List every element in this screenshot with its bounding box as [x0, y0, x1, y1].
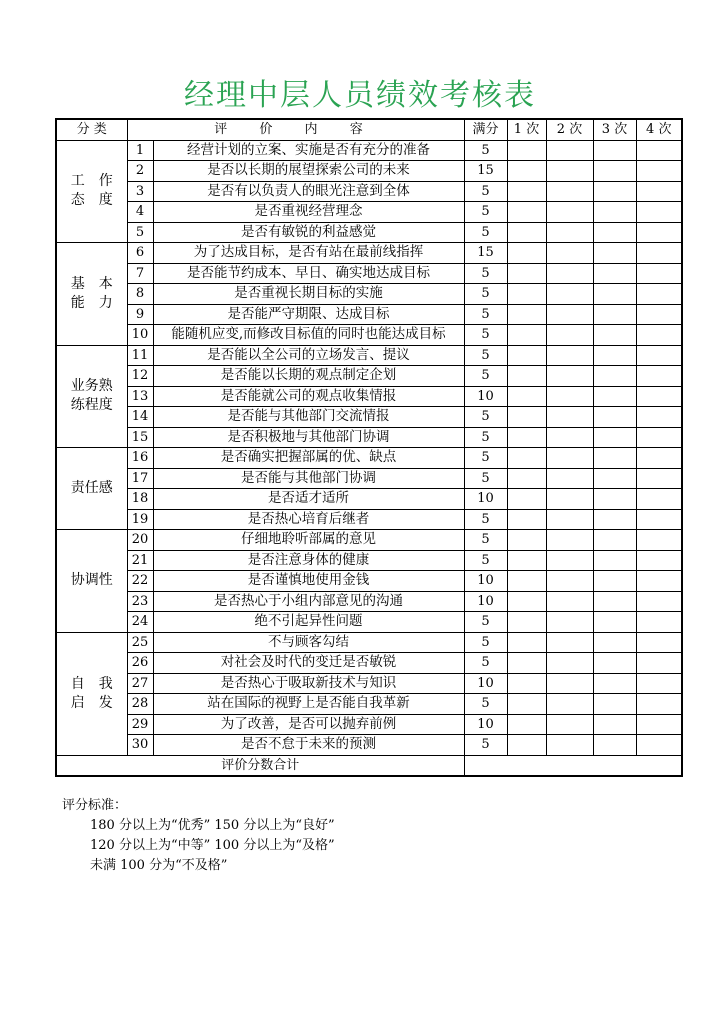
category-label-line: 协调性	[70, 572, 113, 589]
score-cell-round-4[interactable]	[636, 591, 682, 612]
score-cell-round-3[interactable]	[593, 448, 636, 469]
criterion-text: 是否热心于吸取新技术与知识	[153, 673, 464, 694]
item-number: 7	[127, 263, 153, 284]
full-score: 5	[464, 550, 507, 571]
score-cell-round-2[interactable]	[546, 181, 593, 202]
score-cell-round-4[interactable]	[636, 345, 682, 366]
table-row	[56, 222, 682, 243]
full-score: 5	[464, 325, 507, 346]
total-value-cell[interactable]	[464, 755, 682, 776]
score-cell-round-4[interactable]	[636, 263, 682, 284]
item-number: 27	[127, 673, 153, 694]
full-score: 5	[464, 407, 507, 428]
item-number: 21	[127, 550, 153, 571]
score-cell-round-2[interactable]	[546, 714, 593, 735]
score-cell-round-1[interactable]	[507, 550, 546, 571]
item-number: 19	[127, 509, 153, 530]
score-cell-round-3[interactable]	[593, 140, 636, 161]
criterion-text: 是否谨慎地使用金钱	[153, 571, 464, 592]
table-row	[56, 448, 682, 469]
item-number: 17	[127, 468, 153, 489]
score-cell-round-2[interactable]	[546, 653, 593, 674]
table-row	[56, 735, 682, 756]
header-full-score: 满分	[464, 119, 507, 140]
score-cell-round-2[interactable]	[546, 694, 593, 715]
score-cell-round-3[interactable]	[593, 653, 636, 674]
score-cell-round-1[interactable]	[507, 694, 546, 715]
header-category: 分 类	[56, 119, 127, 140]
criterion-text: 是否能严守期限、达成目标	[153, 304, 464, 325]
table-row	[56, 673, 682, 694]
score-cell-round-3[interactable]	[593, 714, 636, 735]
score-cell-round-4[interactable]	[636, 407, 682, 428]
item-number: 14	[127, 407, 153, 428]
category-label-line: 责任感	[70, 480, 113, 496]
table-row	[56, 509, 682, 530]
header-round-3: 3 次	[593, 119, 636, 140]
score-cell-round-1[interactable]	[507, 304, 546, 325]
category-label-line: 启 发	[70, 694, 113, 711]
score-cell-round-3[interactable]	[593, 263, 636, 284]
full-score: 15	[464, 243, 507, 264]
criterion-text: 为了达成目标，是否有站在最前线指挥	[153, 243, 464, 264]
score-cell-round-3[interactable]	[593, 530, 636, 551]
score-cell-round-2[interactable]	[546, 612, 593, 633]
criterion-text: 是否重视长期目标的实施	[153, 284, 464, 305]
item-number: 28	[127, 694, 153, 715]
item-number: 1	[127, 140, 153, 161]
score-cell-round-2[interactable]	[546, 345, 593, 366]
score-cell-round-2[interactable]	[546, 222, 593, 243]
criterion-text: 为了改善，是否可以抛弃前例	[153, 714, 464, 735]
score-cell-round-3[interactable]	[593, 427, 636, 448]
score-cell-round-2[interactable]	[546, 530, 593, 551]
table-row	[56, 325, 682, 346]
score-cell-round-3[interactable]	[593, 386, 636, 407]
score-cell-round-4[interactable]	[636, 509, 682, 530]
full-score: 5	[464, 509, 507, 530]
score-cell-round-1[interactable]	[507, 366, 546, 387]
criterion-text: 是否能以全公司的立场发言、提议	[153, 345, 464, 366]
score-cell-round-2[interactable]	[546, 386, 593, 407]
criterion-text: 站在国际的视野上是否能自我革新	[153, 694, 464, 715]
item-number: 29	[127, 714, 153, 735]
score-cell-round-3[interactable]	[593, 591, 636, 612]
score-cell-round-1[interactable]	[507, 653, 546, 674]
item-number: 16	[127, 448, 153, 469]
table-row	[56, 427, 682, 448]
full-score: 5	[464, 632, 507, 653]
score-cell-round-3[interactable]	[593, 509, 636, 530]
full-score: 5	[464, 304, 507, 325]
score-cell-round-2[interactable]	[546, 735, 593, 756]
criterion-text: 仔细地聆听部属的意见	[153, 530, 464, 551]
table-row	[56, 140, 682, 161]
score-cell-round-1[interactable]	[507, 591, 546, 612]
full-score: 10	[464, 714, 507, 735]
score-cell-round-1[interactable]	[507, 161, 546, 182]
score-cell-round-3[interactable]	[593, 673, 636, 694]
score-cell-round-2[interactable]	[546, 263, 593, 284]
category-label-line: 业务熟	[70, 378, 113, 395]
item-number: 3	[127, 181, 153, 202]
item-number: 30	[127, 735, 153, 756]
category-label	[56, 448, 127, 530]
score-cell-round-1[interactable]	[507, 427, 546, 448]
full-score: 5	[464, 468, 507, 489]
category-label-line: 练程度	[70, 397, 113, 414]
score-cell-round-1[interactable]	[507, 571, 546, 592]
category-label	[56, 140, 127, 243]
score-cell-round-1[interactable]	[507, 448, 546, 469]
table-row	[56, 284, 682, 305]
score-cell-round-1[interactable]	[507, 263, 546, 284]
score-cell-round-3[interactable]	[593, 550, 636, 571]
score-cell-round-2[interactable]	[546, 448, 593, 469]
score-cell-round-3[interactable]	[593, 243, 636, 264]
full-score: 15	[464, 161, 507, 182]
score-cell-round-4[interactable]	[636, 386, 682, 407]
full-score: 5	[464, 345, 507, 366]
score-cell-round-1[interactable]	[507, 325, 546, 346]
criterion-text: 是否有以负责人的眼光注意到全体	[153, 181, 464, 202]
full-score: 5	[464, 284, 507, 305]
category-label	[56, 243, 127, 346]
score-cell-round-1[interactable]	[507, 202, 546, 223]
score-cell-round-3[interactable]	[593, 304, 636, 325]
criterion-text: 是否适才适所	[153, 489, 464, 510]
score-cell-round-1[interactable]	[507, 489, 546, 510]
score-cell-round-1[interactable]	[507, 714, 546, 735]
score-cell-round-2[interactable]	[546, 468, 593, 489]
page-title: 经理中层人员绩效考核表	[184, 78, 536, 113]
score-cell-round-2[interactable]	[546, 366, 593, 387]
score-cell-round-3[interactable]	[593, 694, 636, 715]
full-score: 5	[464, 222, 507, 243]
criterion-text: 是否能与其他部门交流情报	[153, 407, 464, 428]
item-number: 25	[127, 632, 153, 653]
criterion-text: 是否热心于小组内部意见的沟通	[153, 591, 464, 612]
score-cell-round-1[interactable]	[507, 612, 546, 633]
score-cell-round-3[interactable]	[593, 202, 636, 223]
score-cell-round-4[interactable]	[636, 612, 682, 633]
evaluation-table	[55, 118, 683, 777]
full-score: 5	[464, 202, 507, 223]
score-cell-round-3[interactable]	[593, 181, 636, 202]
criterion-text: 是否确实把握部属的优、缺点	[153, 448, 464, 469]
score-cell-round-3[interactable]	[593, 366, 636, 387]
score-cell-round-1[interactable]	[507, 735, 546, 756]
score-cell-round-3[interactable]	[593, 468, 636, 489]
score-cell-round-3[interactable]	[593, 632, 636, 653]
legend-line: 未满 100 分为“不及格”	[90, 858, 228, 873]
score-cell-round-4[interactable]	[636, 673, 682, 694]
table-row	[56, 612, 682, 633]
header-round-1: 1 次	[507, 119, 546, 140]
criterion-text: 是否不怠于未来的预测	[153, 735, 464, 756]
table-row	[56, 263, 682, 284]
total-row	[56, 755, 682, 776]
legend-heading: 评分标准：	[62, 798, 128, 813]
category-label-line: 基 本	[70, 275, 113, 292]
table-row	[56, 694, 682, 715]
table-row	[56, 407, 682, 428]
table-row	[56, 653, 682, 674]
full-score: 5	[464, 366, 507, 387]
legend-line: 180 分以上为“优秀” 150 分以上为“良好”	[90, 818, 335, 833]
criterion-text: 是否重视经营理念	[153, 202, 464, 223]
score-cell-round-4[interactable]	[636, 161, 682, 182]
item-number: 10	[127, 325, 153, 346]
item-number: 20	[127, 530, 153, 551]
table-row	[56, 304, 682, 325]
score-cell-round-1[interactable]	[507, 222, 546, 243]
full-score: 5	[464, 694, 507, 715]
table-row	[56, 366, 682, 387]
criterion-text: 对社会及时代的变迁是否敏锐	[153, 653, 464, 674]
full-score: 5	[464, 735, 507, 756]
full-score: 5	[464, 448, 507, 469]
score-cell-round-3[interactable]	[593, 612, 636, 633]
item-number: 5	[127, 222, 153, 243]
table-row	[56, 550, 682, 571]
item-number: 2	[127, 161, 153, 182]
item-number: 18	[127, 489, 153, 510]
score-cell-round-1[interactable]	[507, 140, 546, 161]
criterion-text: 是否能就公司的观点收集情报	[153, 386, 464, 407]
scoring-legend	[62, 796, 335, 876]
score-cell-round-2[interactable]	[546, 243, 593, 264]
score-cell-round-2[interactable]	[546, 509, 593, 530]
category-label-line: 态 度	[70, 192, 113, 209]
score-cell-round-3[interactable]	[593, 325, 636, 346]
full-score: 5	[464, 263, 507, 284]
item-number: 13	[127, 386, 153, 407]
category-label-line: 工 作	[70, 173, 113, 190]
table-row	[56, 386, 682, 407]
score-cell-round-4[interactable]	[636, 222, 682, 243]
full-score: 10	[464, 673, 507, 694]
criterion-text: 能随机应变,而修改目标值的同时也能达成目标	[153, 325, 464, 346]
score-cell-round-2[interactable]	[546, 489, 593, 510]
category-label	[56, 530, 127, 633]
item-number: 24	[127, 612, 153, 633]
table-row	[56, 489, 682, 510]
score-cell-round-4[interactable]	[636, 632, 682, 653]
score-cell-round-3[interactable]	[593, 735, 636, 756]
score-cell-round-4[interactable]	[636, 181, 682, 202]
full-score: 5	[464, 140, 507, 161]
score-cell-round-4[interactable]	[636, 694, 682, 715]
score-cell-round-2[interactable]	[546, 140, 593, 161]
table-row	[56, 714, 682, 735]
category-label-line: 能 力	[70, 294, 113, 311]
full-score: 5	[464, 181, 507, 202]
score-cell-round-1[interactable]	[507, 386, 546, 407]
header-row	[56, 119, 682, 140]
score-cell-round-4[interactable]	[636, 468, 682, 489]
category-label	[56, 345, 127, 448]
score-cell-round-2[interactable]	[546, 673, 593, 694]
item-number: 22	[127, 571, 153, 592]
score-cell-round-4[interactable]	[636, 304, 682, 325]
score-cell-round-4[interactable]	[636, 571, 682, 592]
item-number: 6	[127, 243, 153, 264]
score-cell-round-4[interactable]	[636, 448, 682, 469]
full-score: 10	[464, 571, 507, 592]
header-criterion: 评 价 内 容	[127, 119, 464, 140]
score-cell-round-3[interactable]	[593, 407, 636, 428]
score-cell-round-1[interactable]	[507, 509, 546, 530]
score-cell-round-1[interactable]	[507, 407, 546, 428]
criterion-text: 是否热心培育后继者	[153, 509, 464, 530]
score-cell-round-2[interactable]	[546, 591, 593, 612]
score-cell-round-4[interactable]	[636, 489, 682, 510]
criterion-text: 是否能节约成本、早日、确实地达成目标	[153, 263, 464, 284]
criterion-text: 是否积极地与其他部门协调	[153, 427, 464, 448]
score-cell-round-1[interactable]	[507, 284, 546, 305]
score-cell-round-4[interactable]	[636, 284, 682, 305]
table-row	[56, 345, 682, 366]
score-cell-round-4[interactable]	[636, 243, 682, 264]
category-label-line: 自 我	[70, 675, 113, 692]
full-score: 5	[464, 612, 507, 633]
table-row	[56, 202, 682, 223]
header-round-2: 2 次	[546, 119, 593, 140]
score-cell-round-1[interactable]	[507, 530, 546, 551]
table-row	[56, 468, 682, 489]
total-label: 评价分数合计	[56, 755, 464, 776]
score-cell-round-4[interactable]	[636, 427, 682, 448]
score-cell-round-1[interactable]	[507, 632, 546, 653]
criterion-text: 是否有敏锐的利益感觉	[153, 222, 464, 243]
full-score: 10	[464, 489, 507, 510]
score-cell-round-2[interactable]	[546, 161, 593, 182]
score-cell-round-3[interactable]	[593, 284, 636, 305]
full-score: 10	[464, 591, 507, 612]
score-cell-round-2[interactable]	[546, 550, 593, 571]
table-row	[56, 161, 682, 182]
score-cell-round-4[interactable]	[636, 653, 682, 674]
score-cell-round-4[interactable]	[636, 714, 682, 735]
table-row	[56, 591, 682, 612]
header-round-4: 4 次	[636, 119, 682, 140]
item-number: 4	[127, 202, 153, 223]
score-cell-round-3[interactable]	[593, 489, 636, 510]
score-cell-round-3[interactable]	[593, 571, 636, 592]
score-cell-round-2[interactable]	[546, 632, 593, 653]
full-score: 5	[464, 530, 507, 551]
criterion-text: 是否能与其他部门协调	[153, 468, 464, 489]
criterion-text: 是否注意身体的健康	[153, 550, 464, 571]
score-cell-round-4[interactable]	[636, 202, 682, 223]
score-cell-round-1[interactable]	[507, 468, 546, 489]
score-cell-round-1[interactable]	[507, 673, 546, 694]
score-cell-round-4[interactable]	[636, 735, 682, 756]
item-number: 8	[127, 284, 153, 305]
criterion-text: 不与顾客勾结	[153, 632, 464, 653]
criterion-text: 绝不引起异性问题	[153, 612, 464, 633]
score-cell-round-2[interactable]	[546, 427, 593, 448]
full-score: 5	[464, 653, 507, 674]
score-cell-round-4[interactable]	[636, 530, 682, 551]
criterion-text: 是否能以长期的观点制定企划	[153, 366, 464, 387]
full-score: 5	[464, 427, 507, 448]
score-cell-round-2[interactable]	[546, 407, 593, 428]
table-row	[56, 571, 682, 592]
item-number: 9	[127, 304, 153, 325]
score-cell-round-2[interactable]	[546, 284, 593, 305]
score-cell-round-2[interactable]	[546, 571, 593, 592]
item-number: 15	[127, 427, 153, 448]
score-cell-round-3[interactable]	[593, 345, 636, 366]
table-row	[56, 181, 682, 202]
item-number: 12	[127, 366, 153, 387]
category-label	[56, 632, 127, 755]
table-row	[56, 632, 682, 653]
score-cell-round-4[interactable]	[636, 140, 682, 161]
score-cell-round-3[interactable]	[593, 222, 636, 243]
score-cell-round-4[interactable]	[636, 550, 682, 571]
score-cell-round-1[interactable]	[507, 345, 546, 366]
score-cell-round-2[interactable]	[546, 304, 593, 325]
item-number: 23	[127, 591, 153, 612]
score-cell-round-1[interactable]	[507, 181, 546, 202]
score-cell-round-4[interactable]	[636, 325, 682, 346]
criterion-text: 经营计划的立案、实施是否有充分的准备	[153, 140, 464, 161]
score-cell-round-4[interactable]	[636, 366, 682, 387]
full-score: 10	[464, 386, 507, 407]
legend-line: 120 分以上为“中等” 100 分以上为“及格”	[90, 838, 335, 853]
score-cell-round-1[interactable]	[507, 243, 546, 264]
score-cell-round-2[interactable]	[546, 325, 593, 346]
criterion-text: 是否以长期的展望探索公司的未来	[153, 161, 464, 182]
item-number: 26	[127, 653, 153, 674]
table-row	[56, 530, 682, 551]
score-cell-round-2[interactable]	[546, 202, 593, 223]
item-number: 11	[127, 345, 153, 366]
score-cell-round-3[interactable]	[593, 161, 636, 182]
table-row	[56, 243, 682, 264]
